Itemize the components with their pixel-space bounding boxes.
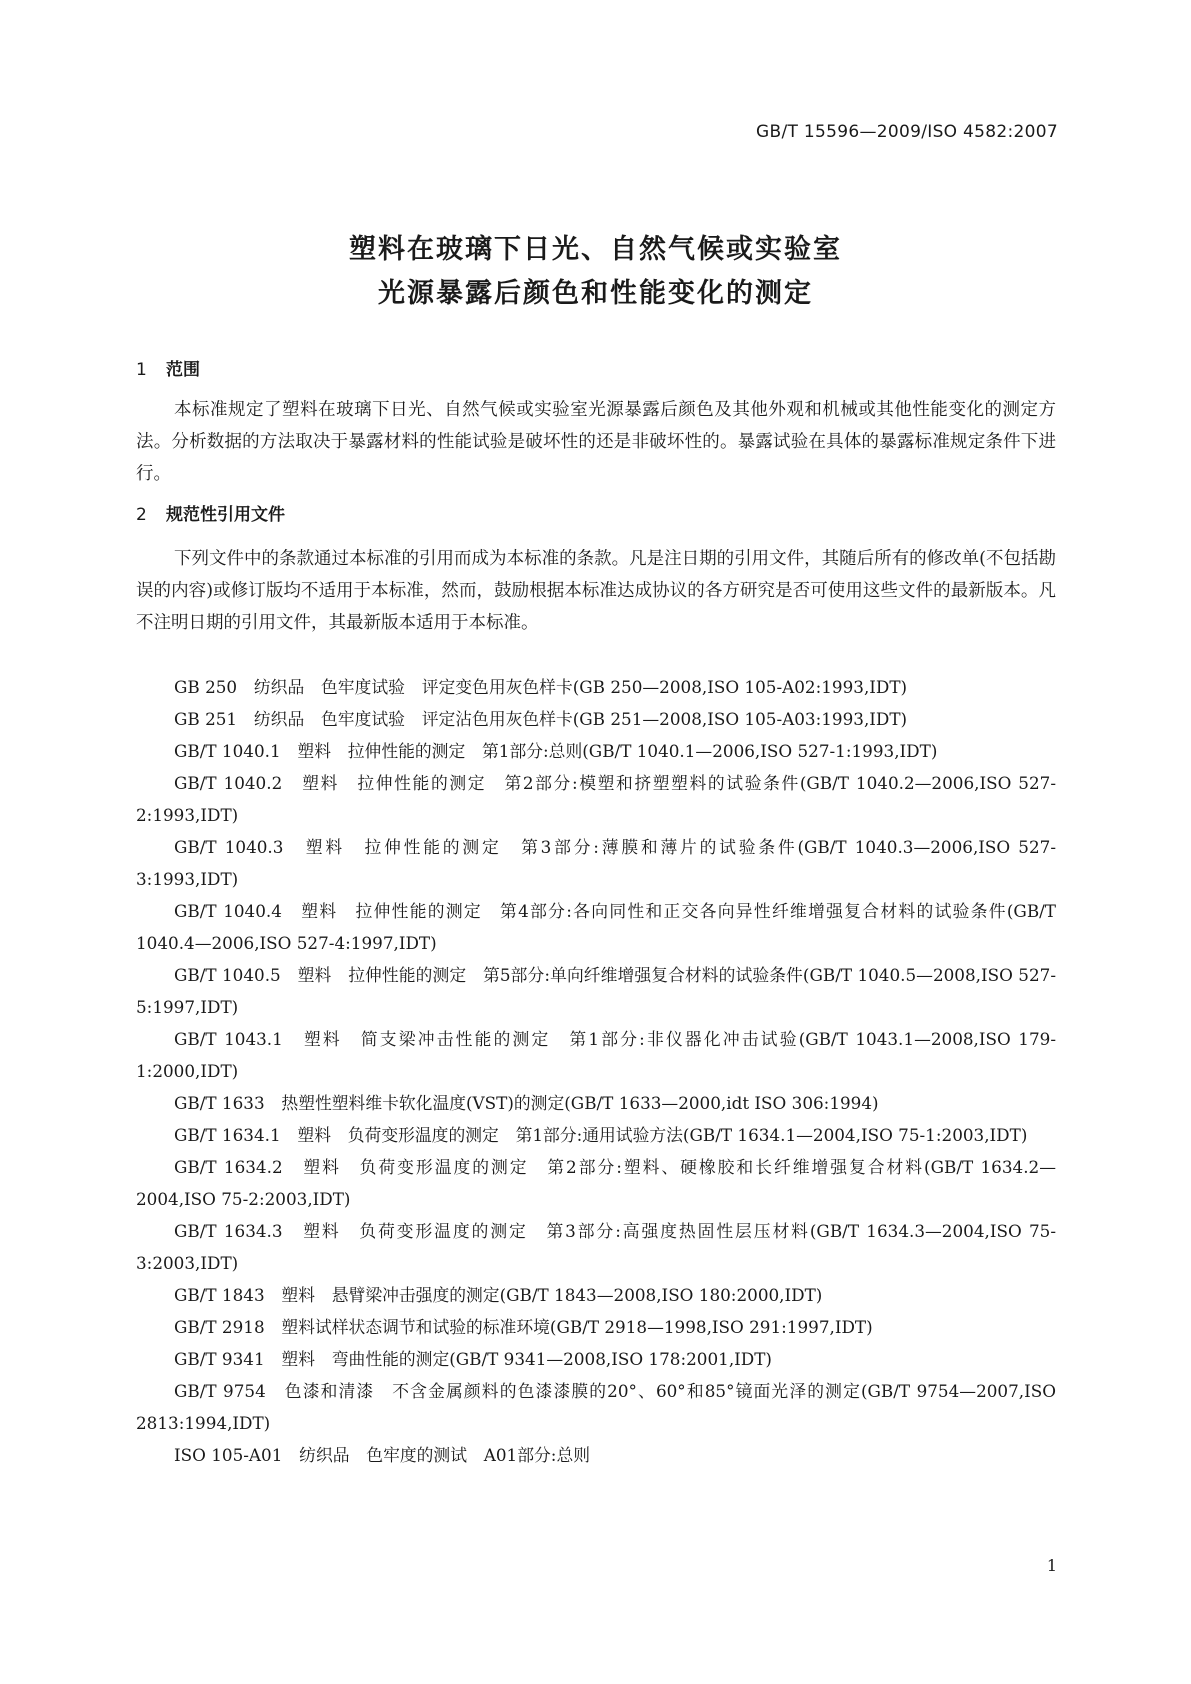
section-title: 范围: [166, 360, 200, 380]
reference-item: GB/T 1634.3 塑料 负荷变形温度的测定 第3部分:高强度热固性层压材料(GB/T 1634.3—2004,ISO 75-3:2003,IDT): [136, 1221, 1056, 1273]
section-number: 2: [136, 505, 147, 525]
section-2-heading: [136, 500, 285, 525]
reference-item: GB/T 1040.4 塑料 拉伸性能的测定 第4部分:各向同性和正交各向异性纤维增强复合材料的试验条件(GB/T 1040.4—2006,ISO 527-4:1997,IDT): [136, 901, 1056, 953]
reference-item: GB/T 9341 塑料 弯曲性能的测定(GB/T 9341—2008,ISO 178:2001,IDT): [174, 1349, 772, 1369]
reference-item: GB/T 1040.1 塑料 拉伸性能的测定 第1部分:总则(GB/T 1040.1—2006,ISO 527-1:1993,IDT): [174, 741, 938, 761]
reference-item: GB/T 1043.1 塑料 简支梁冲击性能的测定 第1部分:非仪器化冲击试验(GB/T 1043.1—2008,ISO 179-1:2000,IDT): [136, 1029, 1056, 1081]
page-number: 1: [1046, 1556, 1057, 1575]
normative-references-intro: 下列文件中的条款通过本标准的引用而成为本标准的条款。凡是注日期的引用文件，其随后所有的修改单(不包括勘误的内容)或修订版均不适用于本标准，然而，鼓励根据本标准达成协议的各方研究是否可使用这些文件的最新版本。凡不注明日期的引用文件，其最新版本适用于本标准。: [136, 549, 1056, 633]
title-line-2: 光源暴露后颜色和性能变化的测定: [378, 278, 813, 309]
reference-item: GB/T 1633 热塑性塑料维卡软化温度(VST)的测定(GB/T 1633—2000,idt ISO 306:1994): [174, 1093, 879, 1113]
section-number: 1: [136, 360, 147, 380]
section-1-heading: [136, 355, 200, 380]
reference-item: GB/T 9754 色漆和清漆 不含金属颜料的色漆漆膜的20°、60°和85°镜面光泽的测定(GB/T 9754—2007,ISO 2813:1994,IDT): [136, 1381, 1056, 1433]
section-title: 规范性引用文件: [166, 505, 285, 525]
reference-item: GB/T 1040.2 塑料 拉伸性能的测定 第2部分:模塑和挤塑塑料的试验条件(GB/T 1040.2—2006,ISO 527-2:1993,IDT): [136, 773, 1056, 825]
reference-item: GB/T 1634.2 塑料 负荷变形温度的测定 第2部分:塑料、硬橡胶和长纤维增强复合材料(GB/T 1634.2—2004,ISO 75-2:2003,IDT): [136, 1157, 1056, 1209]
reference-item: GB/T 1040.3 塑料 拉伸性能的测定 第3部分:薄膜和薄片的试验条件(GB/T 1040.3—2006,ISO 527-3:1993,IDT): [136, 837, 1056, 889]
reference-item: GB/T 1843 塑料 悬臂梁冲击强度的测定(GB/T 1843—2008,ISO 180:2000,IDT): [174, 1285, 823, 1305]
reference-item: GB/T 2918 塑料试样状态调节和试验的标准环境(GB/T 2918—1998,ISO 291:1997,IDT): [174, 1317, 873, 1337]
reference-list: [136, 671, 1056, 1471]
reference-item: GB/T 1040.5 塑料 拉伸性能的测定 第5部分:单向纤维增强复合材料的试验条件(GB/T 1040.5—2008,ISO 527-5:1997,IDT): [136, 965, 1056, 1017]
reference-item: ISO 105-A01 纺织品 色牢度的测试 A01部分:总则: [174, 1445, 591, 1465]
standard-code: GB/T 15596—2009/ISO 4582:2007: [756, 122, 1058, 142]
scope-paragraph-block: [136, 394, 1056, 490]
reference-item: GB 251 纺织品 色牢度试验 评定沾色用灰色样卡(GB 251—2008,ISO 105-A03:1993,IDT): [174, 709, 908, 729]
scope-paragraph: 本标准规定了塑料在玻璃下日光、自然气候或实验室光源暴露后颜色及其他外观和机械或其他性能变化的测定方法。分析数据的方法取决于暴露材料的性能试验是破坏性的还是非破坏性的。暴露试验在具体的暴露标准规定条件下进行。: [136, 400, 1056, 484]
reference-item: GB/T 1634.1 塑料 负荷变形温度的测定 第1部分:通用试验方法(GB/T 1634.1—2004,ISO 75-1:2003,IDT): [174, 1125, 1028, 1145]
title-line-1: 塑料在玻璃下日光、自然气候或实验室: [349, 234, 842, 265]
document-title: [0, 228, 1191, 316]
normative-references-intro-block: [136, 543, 1056, 639]
reference-item: GB 250 纺织品 色牢度试验 评定变色用灰色样卡(GB 250—2008,ISO 105-A02:1993,IDT): [174, 677, 908, 697]
